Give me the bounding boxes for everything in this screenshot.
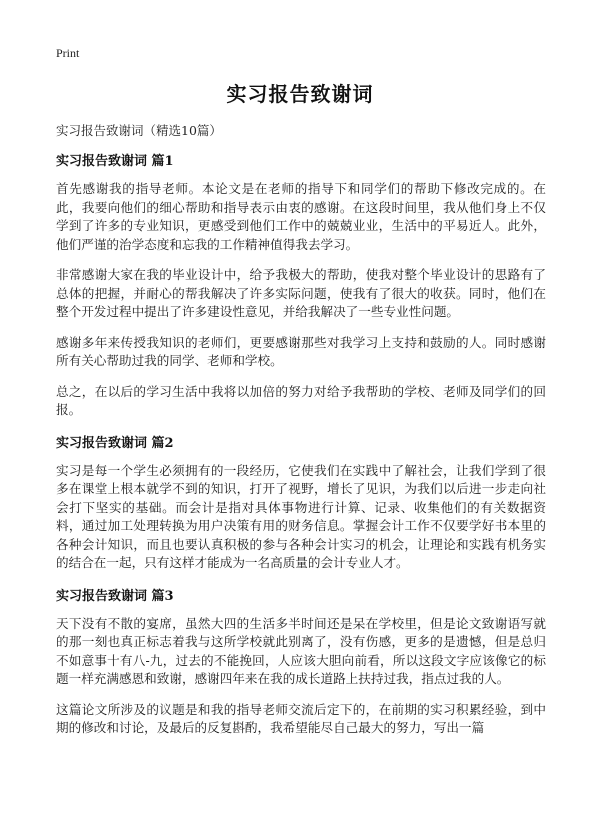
section-heading: 实习报告致谢词 篇3 <box>56 588 174 604</box>
paragraph: 天下没有不散的宴席，虽然大四的生活多半时间还是呆在学校里，但是论文致谢语写就的那一刻也真正标志着我与这所学校就此别离了，没有伤感，更多的是遗憾，但是总归不如意事十有八-九，过去的不能挽回，人应该大胆向前看，所以这段文字应该像它的标题一样充满感恩和致谢，感谢四年来在我的成长道路上扶持过我，指点过我的人。 <box>56 615 546 686</box>
section-heading: 实习报告致谢词 篇2 <box>56 435 174 451</box>
section-3 <box>56 585 546 738</box>
section-heading: 实习报告致谢词 篇1 <box>56 154 174 169</box>
page-title: 实习报告致谢词 <box>226 82 374 106</box>
section-1 <box>56 150 546 420</box>
paragraph: 这篇论文所涉及的议题是和我的指导老师交流后定下的，在前期的实习积累经验，到中期的修改和讨论，及最后的反复斟酌，我希望能尽自己最大的努力，写出一篇 <box>56 701 546 735</box>
paragraph: 感谢多年来传授我知识的老师们，更要感谢那些对我学习上支持和鼓励的人。同时感谢所有关心帮助过我的同学、老师和学校。 <box>56 334 546 368</box>
print-link[interactable]: Print <box>56 46 80 60</box>
section-2 <box>56 432 546 573</box>
paragraph: 非常感谢大家在我的毕业设计中，给予我极大的帮助，使我对整个毕业设计的思路有了总体的把握，并耐心的帮我解决了许多实际问题，使我有了很大的收获。同时，他们在整个开发过程中提出了许多建设性意见，并给我解决了一些专业性问题。 <box>56 267 546 319</box>
paragraph: 首先感谢我的指导老师。本论文是在老师的指导下和同学们的帮助下修改完成的。在此，我要向他们的细心帮助和指导表示由衷的感谢。在这段时间里，我从他们身上不仅学到了许多的专业知识，更感受到他们工作中的兢兢业业，生活中的平易近人。此外，他们严谨的治学态度和忘我的工作精神值得我去学习。 <box>56 181 546 252</box>
paragraph: 实习是每一个学生必须拥有的一段经历，它使我们在实践中了解社会，让我们学到了很多在课堂上根本就学不到的知识，打开了视野，增长了见识，为我们以后进一步走向社会打下坚实的基础。而会计是指对具体事物进行计算、记录、收集他们的有关数据资料，通过加工处理转换为用户决策有用的财务信息。掌握会计工作不仅要学好书本里的各种会计知识，而且也要认真积极的参与各种会计实习的机会，让理论和实践有机务实的结合在一起，只有这样才能成为一名高质量的会计专业人才。 <box>56 462 546 570</box>
document-subtitle: 实习报告致谢词（精选10篇） <box>56 123 222 138</box>
paragraph: 总之，在以后的学习生活中我将以加倍的努力对给予我帮助的学校、老师及同学们的回报。 <box>56 383 546 417</box>
article-content <box>56 146 546 750</box>
